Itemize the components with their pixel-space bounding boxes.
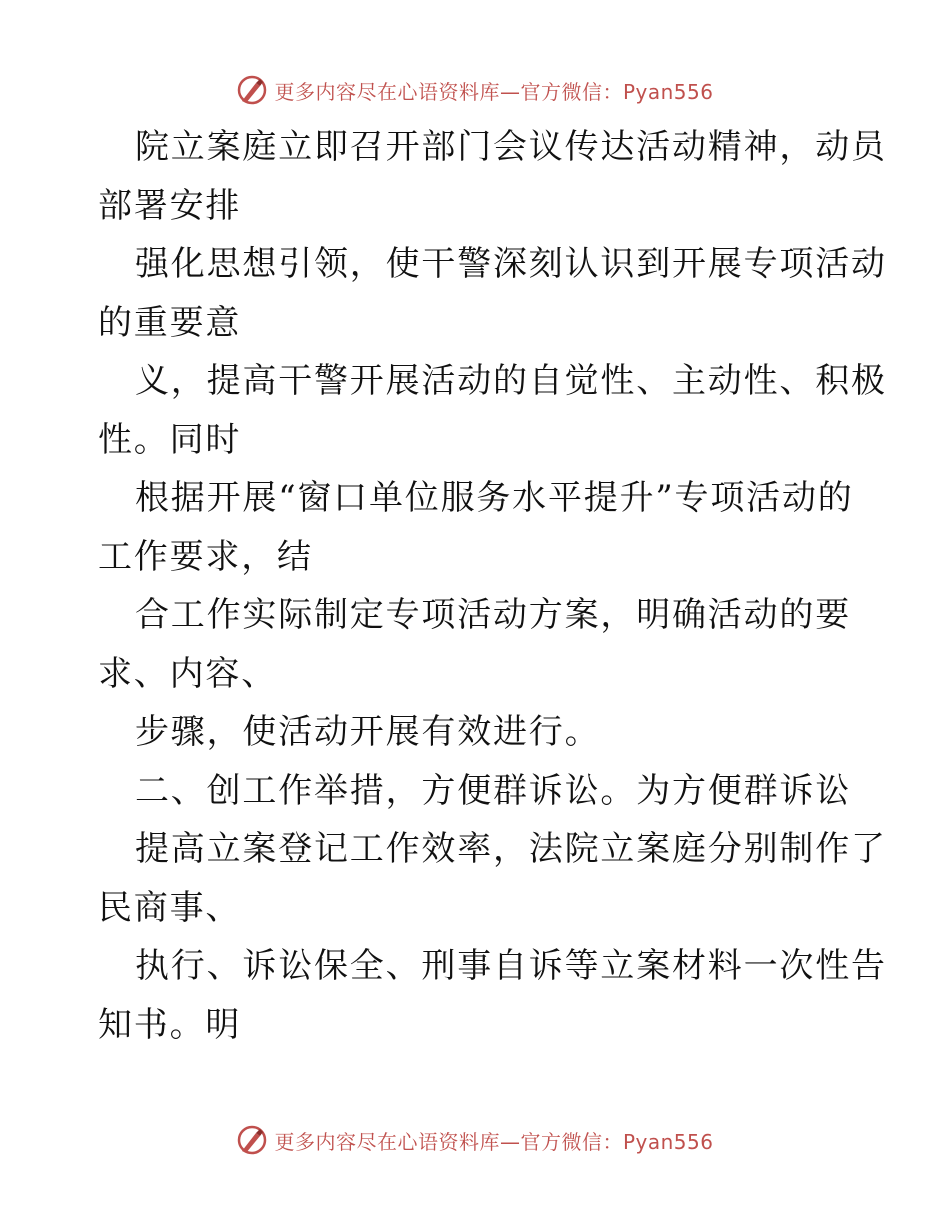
text-line: 强化思想引领，使干警深刻认识到开展专项活动 <box>135 244 887 284</box>
document-body <box>98 118 887 1054</box>
text-line: 民商事、 <box>98 887 242 928</box>
pen-circle-logo-icon <box>236 74 268 106</box>
header-banner <box>0 70 950 110</box>
text-line: 义，提高干警开展活动的自觉性、主动性、积极 <box>135 361 887 401</box>
text-line: 知书。明 <box>98 1004 242 1045</box>
text-line: 的重要意 <box>98 302 242 343</box>
text-line: 求、内容、 <box>98 653 277 694</box>
footer-banner-text: 更多内容尽在心语资料库—官方微信：Pyan556 <box>274 1129 714 1154</box>
text-line: 根据开展“窗口单位服务水平提升”专项活动的 <box>135 478 854 518</box>
text-line: 性。同时 <box>98 419 242 460</box>
text-line: 工作要求，结 <box>98 536 313 577</box>
header-banner-text: 更多内容尽在心语资料库—官方微信：Pyan556 <box>274 79 714 104</box>
pen-circle-logo-icon <box>236 1124 268 1156</box>
text-line: 合工作实际制定专项活动方案，明确活动的要 <box>135 595 851 635</box>
text-line: 院立案庭立即召开部门会议传达活动精神，动员 <box>135 127 887 167</box>
footer-banner <box>0 1120 950 1160</box>
text-line: 执行、诉讼保全、刑事自诉等立案材料一次性告 <box>135 946 887 986</box>
text-line: 部署安排 <box>98 185 242 226</box>
text-line: 提高立案登记工作效率，法院立案庭分别制作了 <box>135 829 887 869</box>
text-line: 二、创工作举措，方便群诉讼。为方便群诉讼 <box>135 770 851 811</box>
text-line: 步骤，使活动开展有效进行。 <box>135 712 601 752</box>
